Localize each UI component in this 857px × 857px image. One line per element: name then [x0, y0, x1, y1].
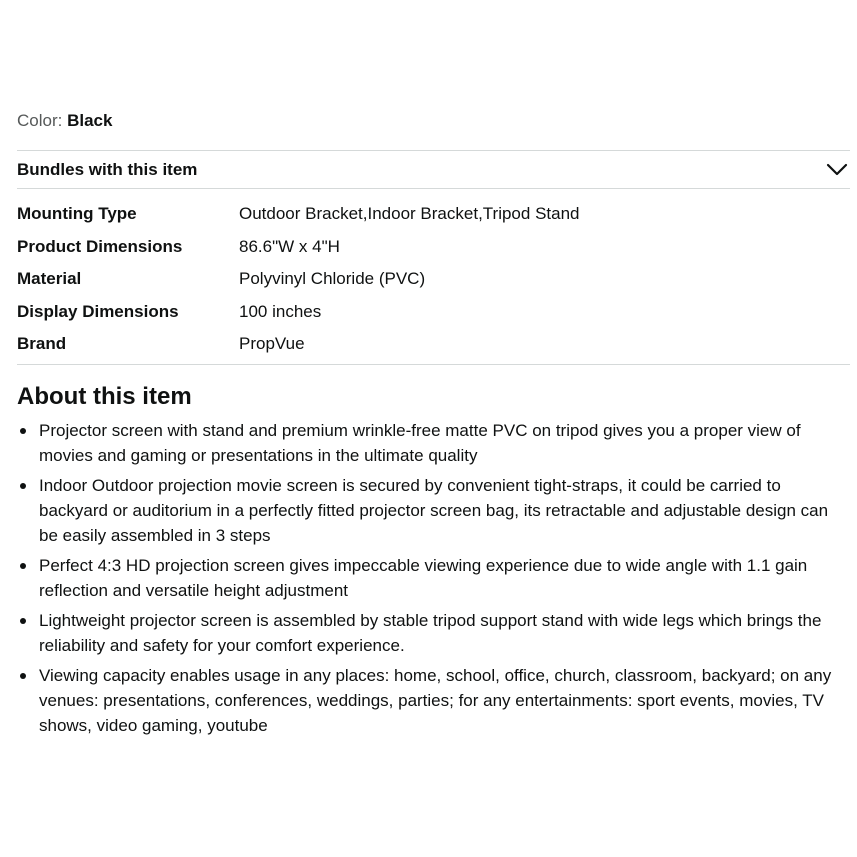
spec-row-mounting-type — [17, 198, 850, 231]
spec-key: Brand — [17, 334, 67, 354]
chevron-down-icon[interactable] — [826, 163, 848, 177]
list-item — [17, 608, 850, 658]
spec-value: Polyvinyl Chloride (PVC) — [239, 269, 426, 289]
spec-value: 86.6"W x 4"H — [239, 236, 340, 256]
about-bullet-list — [17, 418, 850, 743]
spec-row-product-dimensions — [17, 231, 850, 264]
spec-row-display-dimensions — [17, 296, 850, 329]
spec-row-material — [17, 263, 850, 296]
spec-value: Outdoor Bracket,Indoor Bracket,Tripod Stand — [239, 204, 580, 224]
bullet-text: Viewing capacity enables usage in any places: home, school, office, church, classroom, backyard; on any venues: presentations, conferences, weddings, parties; for any entertainments: sport events, movies, TV shows, video gaming, youtube — [39, 666, 832, 735]
divider — [17, 364, 850, 365]
product-specs-table — [17, 198, 850, 361]
list-item — [17, 473, 850, 548]
bullet-dot-icon — [20, 428, 26, 434]
bullet-text: Perfect 4:3 HD projection screen gives impeccable viewing experience due to wide angle with 1.1 gain reflection and versatile height adjustment — [39, 556, 808, 600]
bullet-text: Indoor Outdoor projection movie screen is secured by convenient tight-straps, it could be carried to backyard or auditorium in a perfectly fitted projector screen bag, its retractable and adjustable design can be easily assembled in 3 steps — [39, 476, 829, 545]
spec-key: Display Dimensions — [17, 301, 179, 321]
color-selection — [17, 110, 112, 132]
bullet-dot-icon — [20, 618, 26, 624]
spec-key: Mounting Type — [17, 204, 137, 224]
about-section-title: About this item — [17, 383, 192, 410]
bundles-expander[interactable] — [17, 151, 850, 188]
bullet-dot-icon — [20, 673, 26, 679]
spec-row-brand — [17, 328, 850, 361]
bullet-dot-icon — [20, 483, 26, 489]
spec-key: Material — [17, 269, 82, 289]
divider — [17, 188, 850, 189]
bullet-text: Projector screen with stand and premium wrinkle-free matte PVC on tripod gives you a proper view of movies and gaming or presentations in the ultimate quality — [39, 421, 801, 465]
list-item — [17, 418, 850, 468]
bundles-label: Bundles with this item — [17, 159, 198, 179]
spec-key: Product Dimensions — [17, 236, 183, 256]
color-value: Black — [67, 111, 113, 130]
color-label: Color: — [17, 111, 63, 130]
spec-value: PropVue — [239, 334, 305, 354]
spec-value: 100 inches — [239, 301, 322, 321]
list-item — [17, 553, 850, 603]
bullet-text: Lightweight projector screen is assembled by stable tripod support stand with wide legs which brings the reliability and safety for your comfort experience. — [39, 611, 822, 655]
list-item — [17, 663, 850, 738]
bullet-dot-icon — [20, 563, 26, 569]
